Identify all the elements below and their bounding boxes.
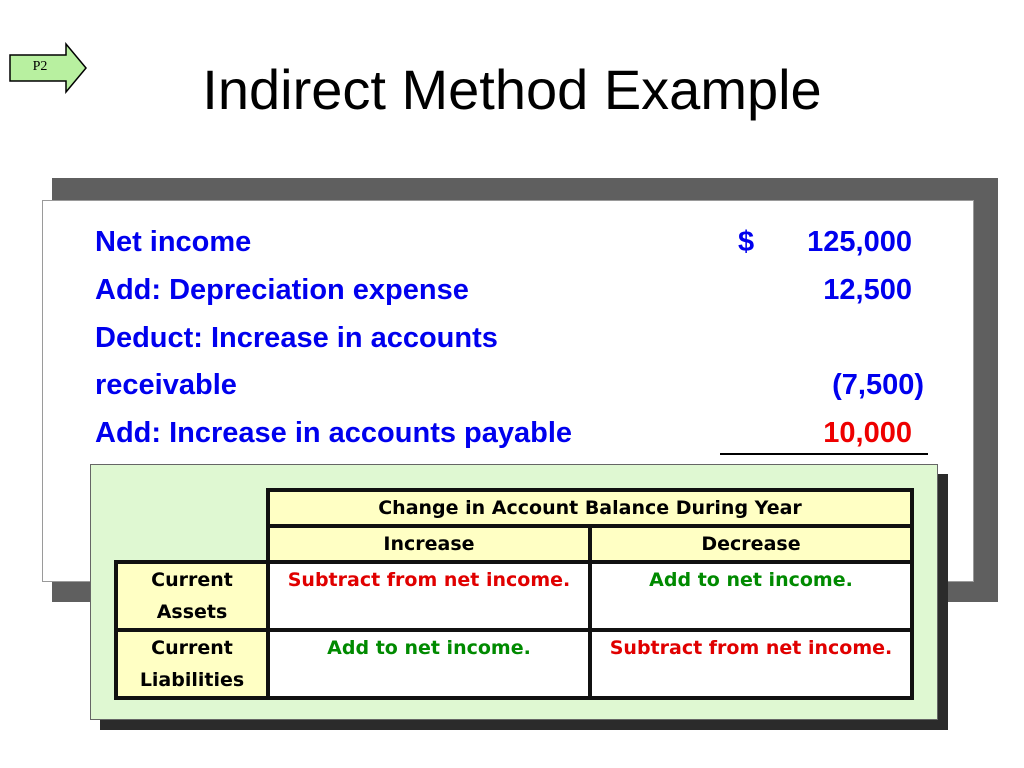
receivable-amount: (7,500) xyxy=(832,369,924,401)
cell-assets-decrease: Add to net income. xyxy=(590,562,912,630)
row-label-current-liabilities: Current Liabilities xyxy=(116,630,268,698)
depreciation-amount: 12,500 xyxy=(823,274,912,306)
total-underline xyxy=(720,453,928,455)
statement-line-net-income-label: Net income xyxy=(95,226,252,258)
column-decrease: Decrease xyxy=(590,526,912,562)
table-corner-lower xyxy=(116,526,268,562)
net-income-amount: 125,000 xyxy=(807,226,912,258)
statement-line-deduct-label: Deduct: Increase in accounts xyxy=(95,322,498,354)
statement-line-receivable-label: receivable xyxy=(95,369,237,401)
column-increase: Increase xyxy=(268,526,590,562)
statement-line-payable-label: Add: Increase in accounts payable xyxy=(95,417,573,449)
table-header: Change in Account Balance During Year xyxy=(268,490,912,526)
page-title: Indirect Method Example xyxy=(202,58,822,121)
statement-line-depreciation-label: Add: Depreciation expense xyxy=(95,274,469,306)
cell-liabilities-increase: Add to net income. xyxy=(268,630,590,698)
rules-table xyxy=(114,488,914,700)
badge-label: P2 xyxy=(32,59,48,74)
payable-amount: 10,000 xyxy=(823,417,912,449)
row-label-current-assets: Current Assets xyxy=(116,562,268,630)
cell-assets-increase: Subtract from net income. xyxy=(268,562,590,630)
currency-symbol: $ xyxy=(738,226,755,258)
table-corner xyxy=(116,490,268,526)
cell-liabilities-decrease: Subtract from net income. xyxy=(590,630,912,698)
